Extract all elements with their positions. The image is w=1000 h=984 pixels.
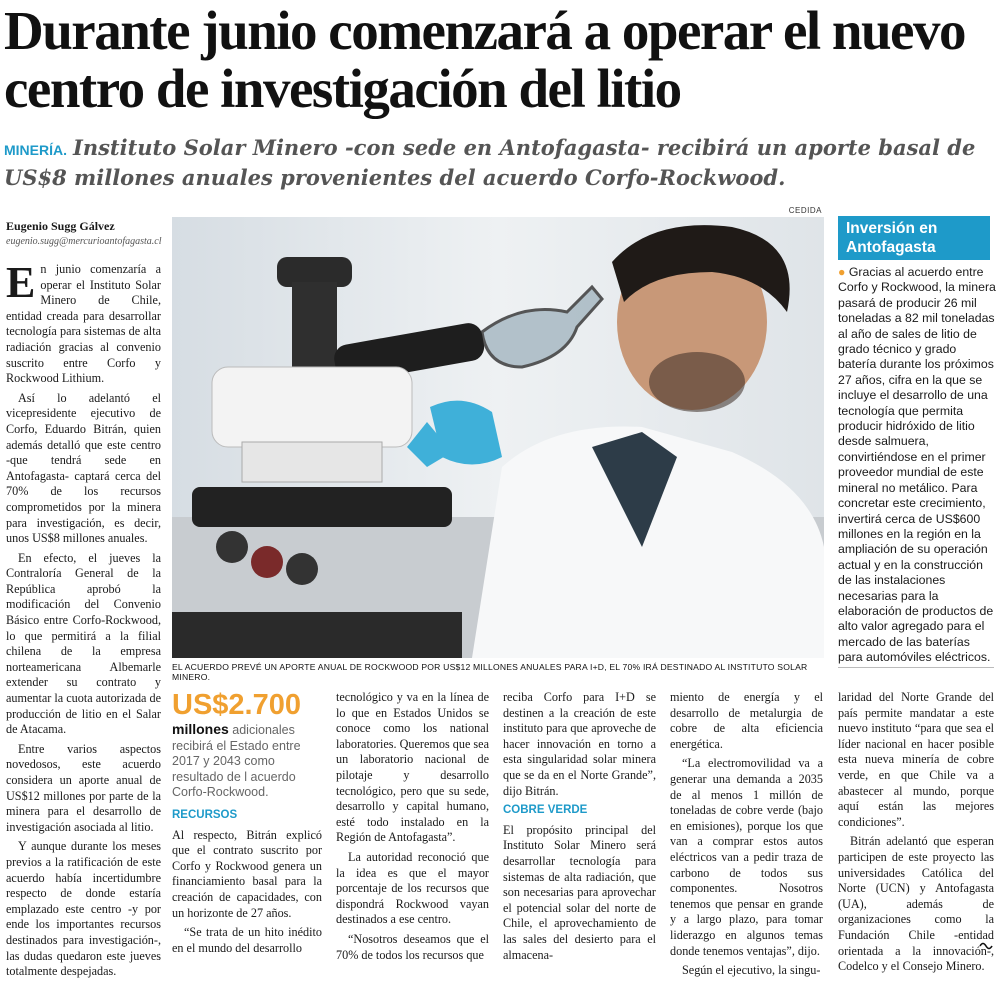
paragraph: “Nosotros deseamos que el 70% de todos los recursos que	[336, 931, 489, 962]
paragraph: Y aunque durante los meses previos a la ratificación de este acuerdo había incertidumbre respecto de donde estaría emplazado este centro -y por ende los importantes recursos destinados para investigación-, las dudas quedaron este jueves totalmente despejadas.	[6, 839, 161, 979]
article-column-5	[670, 690, 823, 983]
subhead: COBRE VERDE	[503, 804, 588, 817]
photo-credit: CEDIDA	[788, 206, 822, 215]
photo-caption: EL ACUERDO PREVÉ UN APORTE ANUAL DE ROCKWOOD POR US$12 MILLONES ANUALES PARA I+D, EL 70% IRÁ DESTINADO AL INSTITUTO SOLAR MINERO.	[172, 662, 808, 682]
article-column-2	[172, 808, 322, 960]
article-column-6	[838, 690, 994, 979]
article-column-4	[503, 690, 656, 967]
paragraph-text: n junio comenzaría a operar el Instituto Solar Minero de Chile, entidad creada para desarrollar tecnología para sistemas de alta radiación gracias al convenio suscrito entre Corfo y Rockwood Lithium.	[6, 262, 161, 386]
bullet-icon: ●	[838, 265, 846, 279]
paragraph: La autoridad reconoció que la idea es que el mayor porcentaje de los recursos que dispondrá Rockwood vayan destinados a ese centro.	[336, 849, 489, 927]
headline: Durante junio comenzará a operar el nuevo centro de investigación del litio	[4, 0, 965, 119]
paragraph: Entre varios aspectos novedosos, este acuerdo considera un aporte anual de US$12 millones por parte de la minera para el desarrollo de investigación asociada al litio.	[6, 741, 161, 834]
drop-cap: E	[6, 258, 36, 307]
highlight-text: adicionales recibirá el Estado entre 2017 y 2043 como resultado de l acuerdo Corfo-Rockwood.	[172, 723, 301, 799]
sidebar-body: Gracias al acuerdo entre Corfo y Rockwood, la minera pasará de producir 26 mil toneladas a 82 mil toneladas al año de sales de litio de grado técnico y grado batería durante los próximos 27 años, cifra en la que se incluye el desarrollo de una tecnología que permita producir hidróxido de litio desde salmuera, convirtiéndose en el primer proveedor mundial de este mineral no metálico. Para concretar este crecimiento, invertirá cerca de US$600 millones en la región en la ampliación de su operación actual y en la construcción de las instalaciones necesarias para la elaboración de productos de alto valor agregado para el mercado de las baterías para automóviles eléctricos.	[838, 265, 996, 665]
paragraph: Al respecto, Bitrán explicó que el contrato suscrito por Corfo y Rockwood genera un financiamiento basal para la creación de capacidades, con un horizonte de 27 años.	[172, 827, 322, 920]
paragraph: “La electromovilidad va a generar una demanda a 2035 de al menos 1 millón de toneladas de cobre verde (bajo en emisiones), porque los que van a comprar estos autos eléctricos van a pedir traza de carbono de todos sus componentes. Nosotros tenemos que pensar en grande y a largo plazo, para tomar liderazgo en algunos temas donde tenemos ventajas”, dijo.	[670, 756, 823, 958]
byline-email: eugenio.sugg@mercurioantofagasta.cl	[6, 236, 162, 247]
byline-author: Eugenio Sugg Gálvez	[6, 219, 115, 233]
deck-text: Instituto Solar Minero -con sede en Antofagasta- recibirá un aporte basal de US$8 millones anuales provenientes del acuerdo Corfo-Rockwood.	[4, 135, 976, 190]
sidebar-text	[838, 265, 996, 666]
paragraph: “Se trata de un hito inédito en el mundo del desarrollo	[172, 925, 322, 955]
lab-photo	[172, 217, 824, 658]
deck	[4, 134, 994, 191]
paragraph: reciba Corfo para I+D se destinen a la creación de este instituto para que aproveche de hacer innovación en torno a esta singularidad solar minera que se da en el Norte Grande”, dijo Bitrán.	[503, 690, 656, 798]
subhead: RECURSOS	[172, 809, 238, 821]
paragraph: Así lo adelantó el vicepresidente ejecutivo de Corfo, Eduardo Bitrán, quien además detalló que este centro -que tendrá sede en Antofagasta- captará cerca del 70% de los recursos comprometidos por la minera para investigación, es decir, unos US$8 millones anuales.	[6, 390, 161, 546]
byline	[6, 219, 166, 247]
scientist-microscope-image	[172, 217, 824, 658]
article-column-1	[6, 258, 161, 984]
paragraph: tecnológico y va en la línea de lo que en Estados Unidos se conoce como los national laboratories. Queremos que sea un laboratorio nacional de pilotaje y desarrollo tecnológico, pero que su sede, desarrollo y capital humano, esté todo instalado en la Región de Antofagasta”.	[336, 690, 489, 845]
paragraph: miento de energía y el desarrollo de metalurgia de cobre de alta eficiencia energética.	[670, 690, 823, 751]
paragraph: El propósito principal del Instituto Solar Minero será desarrollar tecnología para sistemas de alta radiación, que son necesarias para aprovechar el potencial solar del norte de Chile, el aprovechamiento de las sales del desierto para el almacena-	[503, 822, 656, 962]
paragraph: Según el ejecutivo, la singu-	[682, 963, 821, 978]
article-column-3	[336, 690, 489, 967]
sidebar-divider	[838, 667, 994, 668]
highlight-number: US$2.700	[172, 689, 301, 721]
highlight-description	[172, 722, 320, 801]
deck-kicker: MINERÍA.	[4, 142, 67, 158]
paragraph	[6, 258, 161, 387]
paragraph: laridad del Norte Grande del país permite mandatar a este nuevo instituto “para que sea el líder nacional en hacer posible esta nueva minería de cobre verde, en que Chile va a abastecer al mundo, porque aquí están las mejores condiciones”.	[838, 690, 994, 829]
highlight-unit: millones	[172, 721, 229, 737]
paragraph: Bitrán adelantó que esperan participen de este proyecto las universidades Católica del Norte (UCN) y Antofagasta (UA), además de organizaciones como la Fundación Chile -entidad orientada a la innovación-, Codelco y el Consejo Minero.	[838, 834, 994, 974]
sidebar-title: Inversión en Antofagasta	[838, 216, 990, 260]
paragraph: En efecto, el jueves la Contraloría General de la República aprobó la modificación del Convenio Básico entre Corfo-Rockwood, lo que permitirá a la filial chilena de la empresa norteamericana Albemarle extender su contrato y aumentar la cuota autorizada de producción de litio en el Salar de Atacama.	[6, 550, 161, 737]
end-of-article-icon	[978, 941, 994, 951]
